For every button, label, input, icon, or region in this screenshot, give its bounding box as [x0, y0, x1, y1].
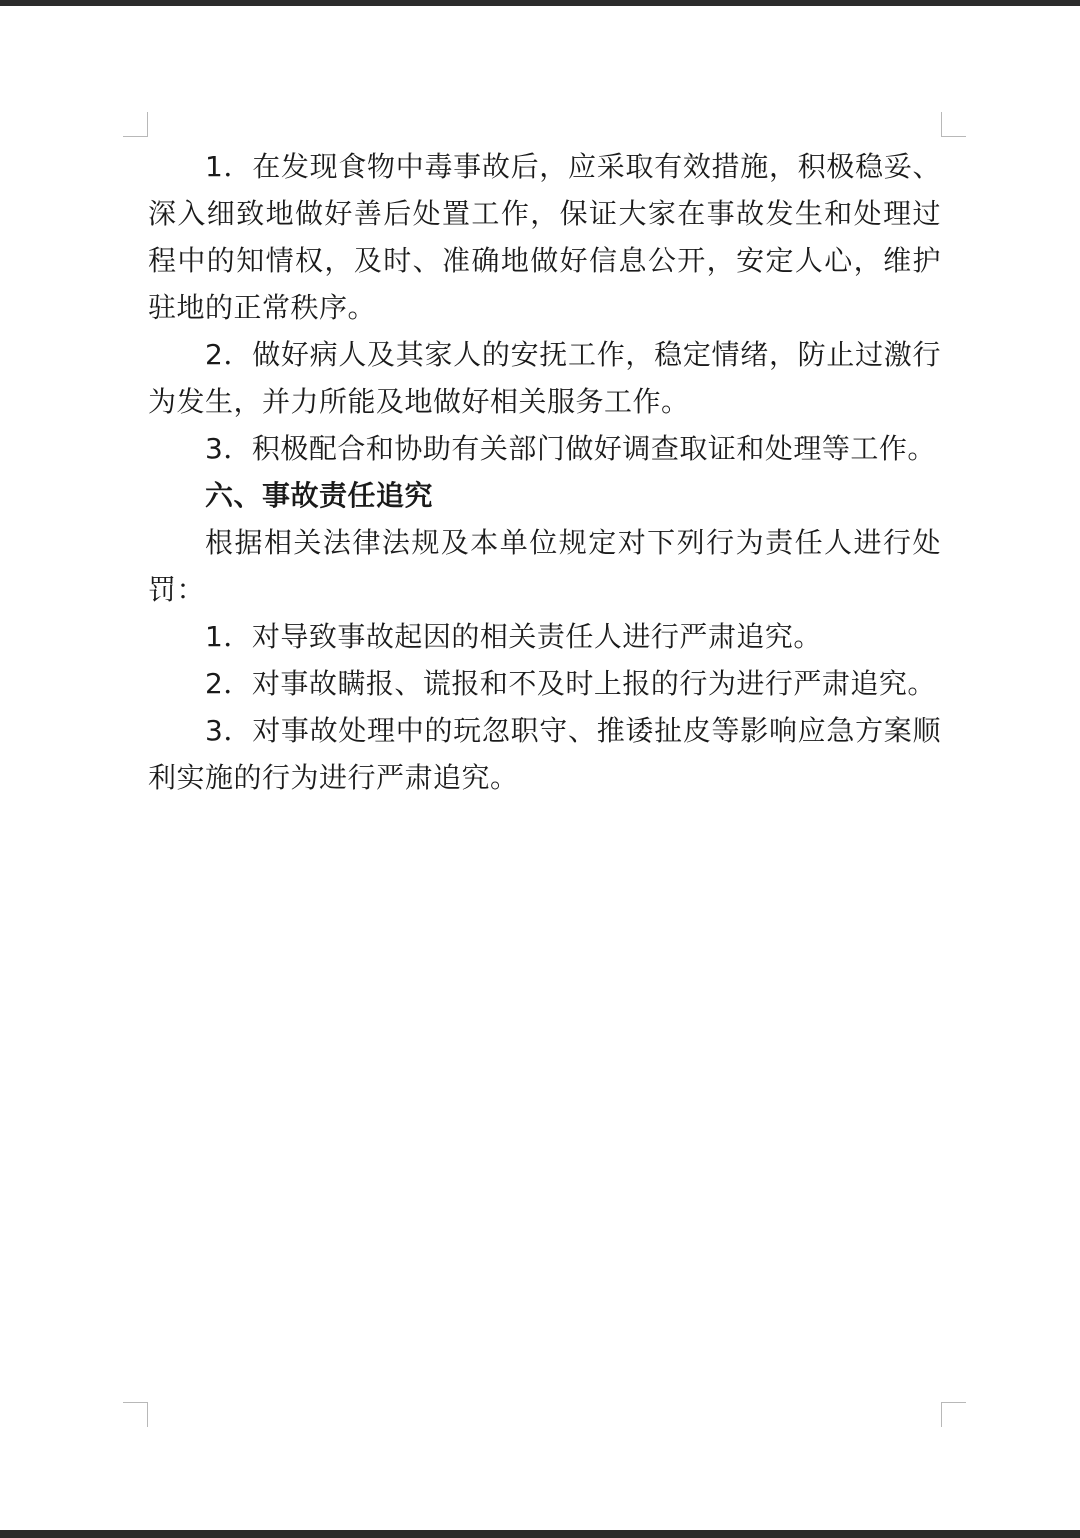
section-intro: 根据相关法律法规及本单位规定对下列行为责任人进行处罚： [148, 526, 941, 606]
section-item-3: 3．对事故处理中的玩忽职守、推诿扯皮等影响应急方案顺利实施的行为进行严肃追究。 [148, 714, 941, 794]
crop-mark-bottom-right [941, 1402, 966, 1427]
paragraph-item-2: 2．做好病人及其家人的安抚工作，稳定情绪，防止过激行为发生，并力所能及地做好相关服务工作。 [148, 338, 941, 418]
paragraph-item-1: 1．在发现食物中毒事故后，应采取有效措施，积极稳妥、深入细致地做好善后处置工作，保证大家在事故发生和处理过程中的知情权，及时、准确地做好信息公开，安定人心，维护驻地的正常秩序。 [148, 150, 941, 324]
section-heading: 六、事故责任追究 [205, 479, 434, 512]
document-page [0, 6, 1080, 1530]
crop-mark-top-right [941, 112, 966, 137]
crop-mark-top-left [123, 112, 148, 137]
crop-mark-bottom-left [123, 1402, 148, 1427]
section-item-2: 2．对事故瞒报、谎报和不及时上报的行为进行严肃追究。 [205, 667, 936, 700]
paragraph-item-3: 3．积极配合和协助有关部门做好调查取证和处理等工作。 [205, 432, 936, 465]
section-item-1: 1．对导致事故起因的相关责任人进行严肃追究。 [205, 620, 822, 653]
document-body [148, 143, 941, 801]
